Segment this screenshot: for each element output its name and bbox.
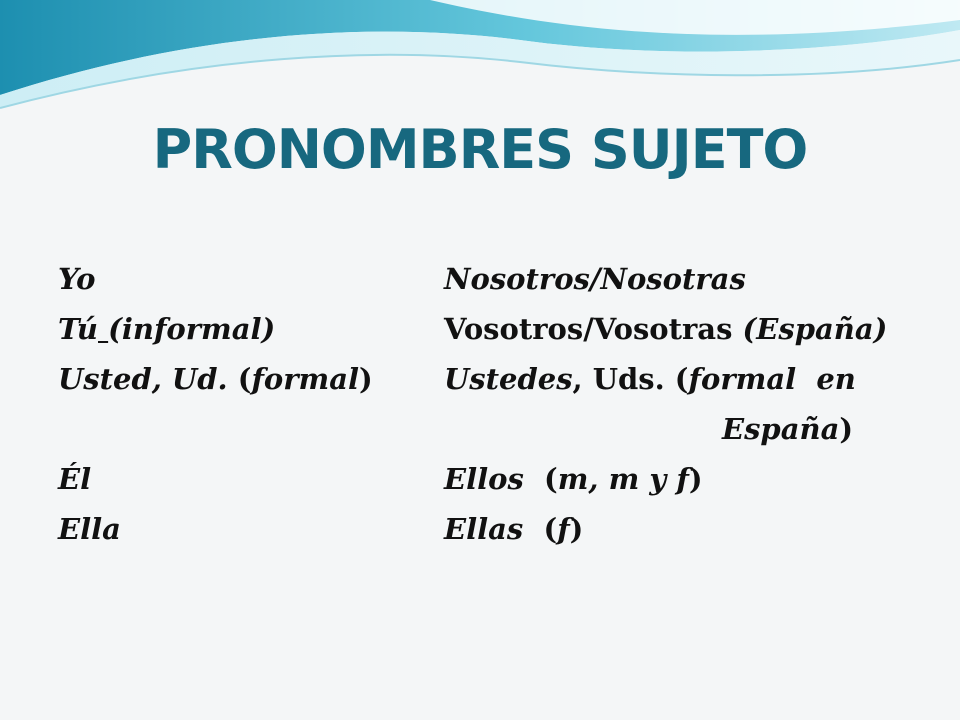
pronoun-usted-line — [58, 362, 373, 396]
pronoun-ellos-note: m, m y f — [557, 462, 689, 496]
pronoun-ustedes-note: formal en — [688, 362, 856, 396]
pronoun-vosotros-note: (España) — [742, 312, 888, 346]
pronoun-yo: Yo — [58, 262, 96, 296]
pronoun-ellas: Ellas — [444, 512, 544, 546]
pronoun-ustedes-cont-line — [722, 412, 853, 446]
pronoun-ellas-note: f — [557, 512, 570, 546]
pronoun-ellos-open: ( — [544, 462, 558, 496]
slide-title: PRONOMBRES SUJETO — [152, 118, 808, 181]
pronoun-ellas-line — [444, 512, 583, 546]
pronoun-usted-close: ) — [359, 362, 373, 396]
pronoun-ellos-line — [444, 462, 703, 496]
pronoun-usted-note: formal — [251, 362, 360, 396]
pronoun-tu-underline-space — [98, 312, 108, 346]
pronoun-ellas-open: ( — [543, 512, 558, 546]
pronoun-ustedes-sep: , Uds. ( — [572, 362, 689, 396]
pronoun-nosotros: Nosotros/Nosotras — [444, 262, 746, 296]
pronoun-ellos: Ellos — [444, 462, 544, 496]
pronoun-tu-line — [58, 312, 275, 346]
pronoun-ella: Ella — [58, 512, 121, 546]
pronoun-ustedes-cont: España — [722, 412, 840, 446]
pronoun-tu-note: (informal) — [108, 312, 276, 346]
pronoun-ellas-close: ) — [569, 512, 584, 546]
pronoun-ustedes: Ustedes — [444, 362, 573, 396]
pronoun-tu: Tú — [58, 312, 99, 346]
pronoun-usted-open: ( — [237, 362, 252, 396]
wave-decoration — [0, 0, 960, 120]
pronoun-ustedes-close: ) — [839, 412, 854, 446]
pronoun-ustedes-line — [444, 362, 856, 396]
pronoun-vosotros-line — [444, 312, 887, 346]
pronoun-usted: Usted, Ud. — [58, 362, 228, 396]
pronoun-el: Él — [58, 462, 92, 496]
pronoun-vosotros: Vosotros/Vosotras — [444, 312, 733, 346]
pronoun-ellos-close: ) — [688, 462, 703, 496]
